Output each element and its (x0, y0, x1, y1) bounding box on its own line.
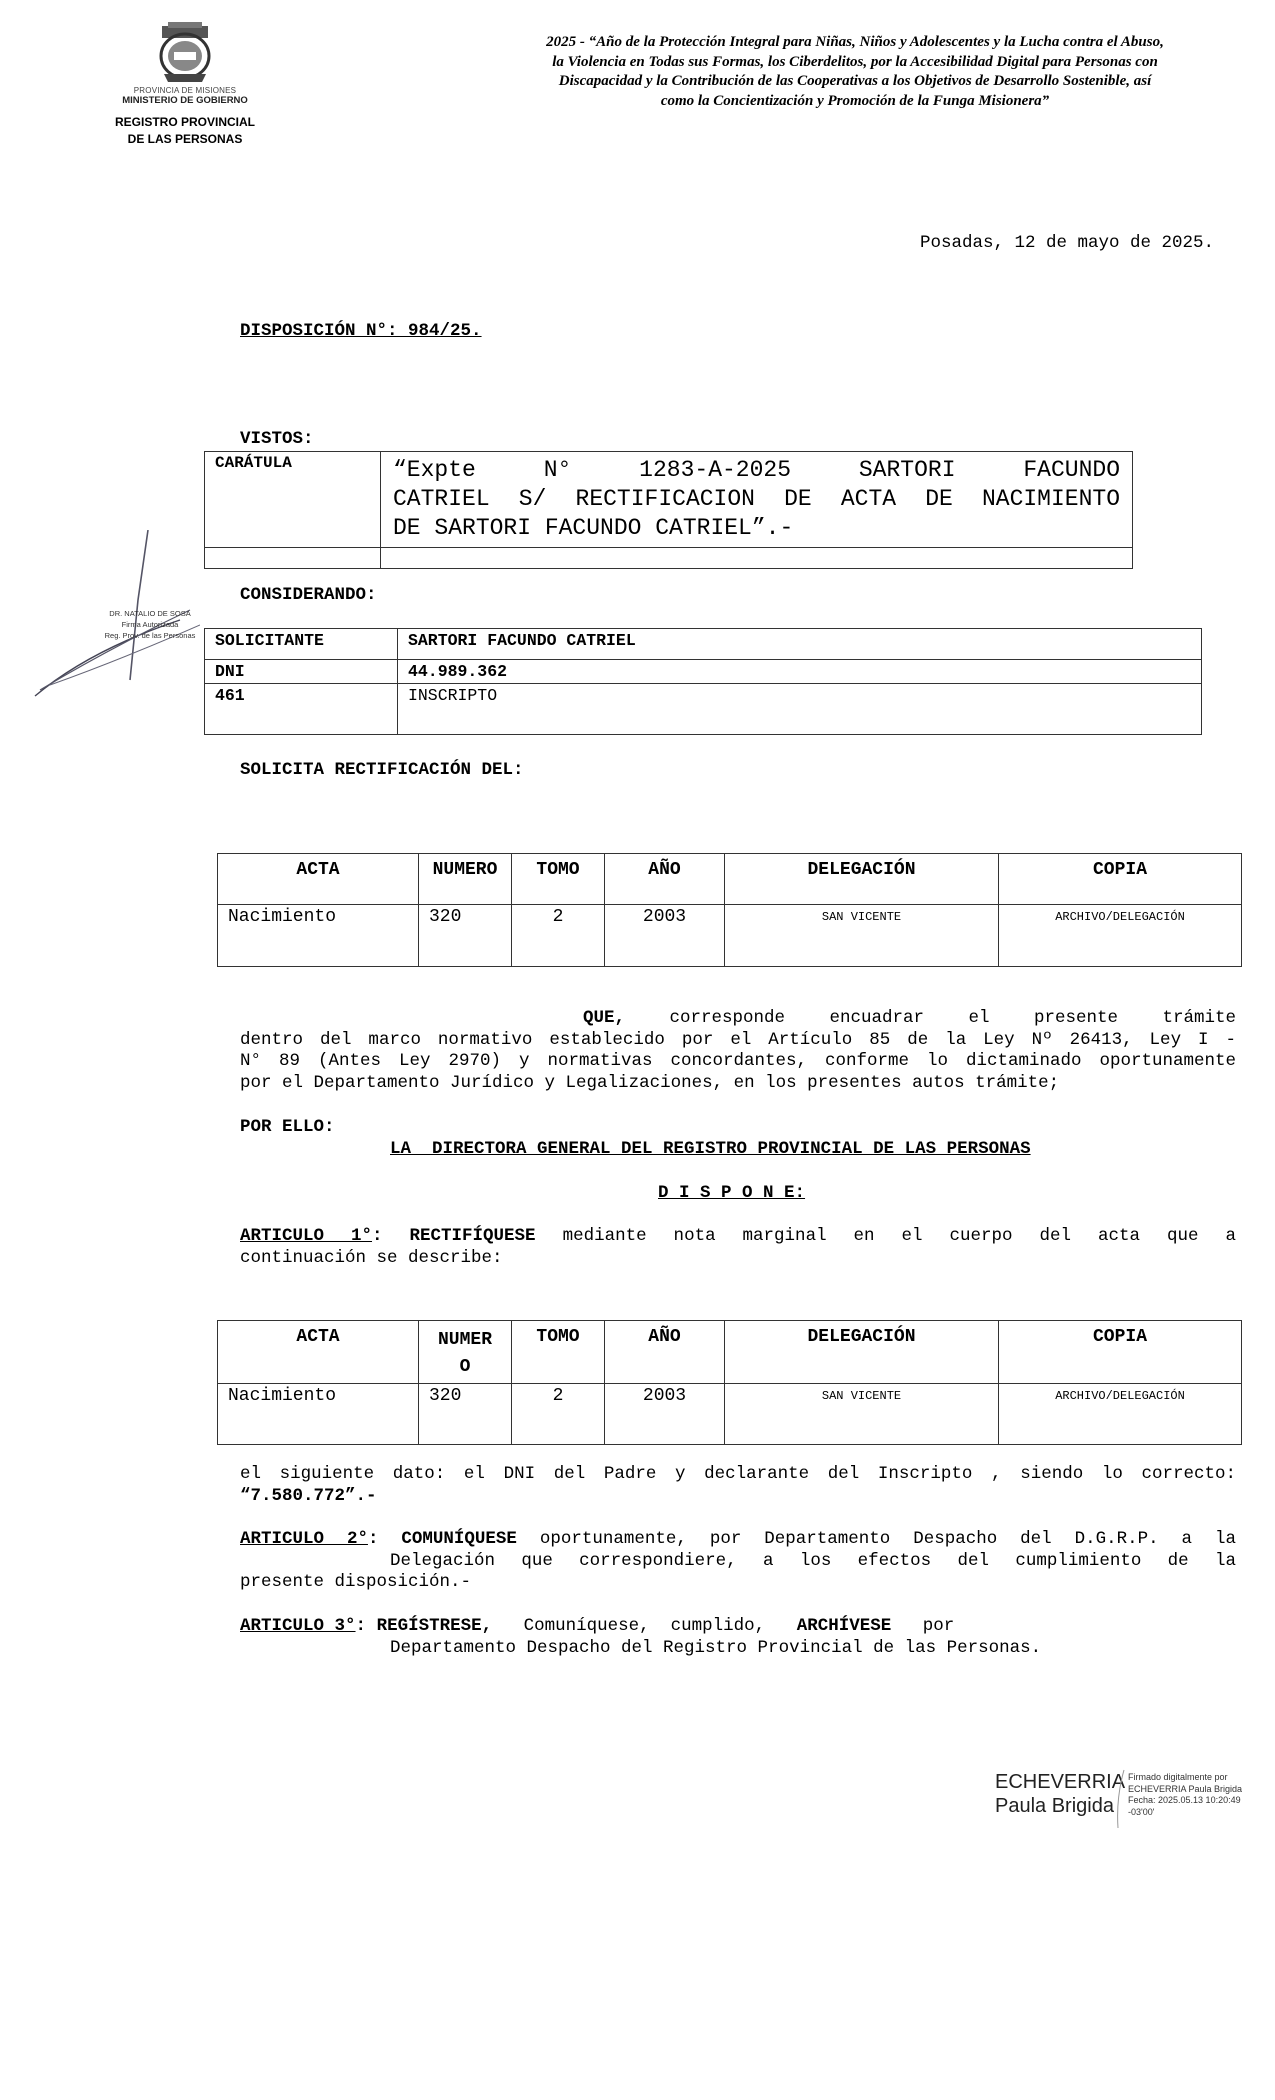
role-value: INSCRIPTO (398, 684, 1202, 735)
cell-anio: 2003 (605, 1384, 725, 1445)
que-line: dentro del marco normativo establecido por el Artículo 85 de la Ley Nº 26413, Ley I - (240, 1029, 1236, 1050)
col-anio: AÑO (605, 1321, 725, 1384)
article-1-line: continuación se describe: (240, 1247, 503, 1268)
por-ello: POR ELLO: (240, 1117, 335, 1137)
province-name: PROVINCIA DE MISIONES (133, 86, 237, 95)
record-table-request (217, 853, 1242, 967)
caratula-table (204, 451, 1133, 569)
article-3-colon: : (355, 1616, 367, 1636)
province-seal-icon (154, 22, 216, 84)
cell-numero: 320 (419, 905, 512, 967)
col-delegacion: DELEGACIÓN (725, 1321, 999, 1384)
cell-acta: Nacimiento (218, 1384, 419, 1445)
year-motto: 2025 - “Año de la Protección Integral para Niñas, Niños y Adolescentes y la Lucha contra el Abuso, la Violencia en Todas sus Formas, los Ciberdelitos, por la Accesibilidad Digital para Personas con Discapacidad y la Contribución de las Cooperativas a los Objetivos de Desarrollo Sostenible, así como la Concientización y Promoción de la Funga Misionera” (546, 34, 1164, 109)
authorized-stamp (30, 530, 200, 705)
stamp-name: DR. NATALIO DE SOSA (109, 609, 191, 618)
col-copia: COPIA (999, 854, 1242, 905)
stamp-role: Firma Autorizada (121, 620, 179, 629)
col-numero (419, 1321, 512, 1384)
cell-tomo: 2 (512, 905, 605, 967)
cell-tomo: 2 (512, 1384, 605, 1445)
correction-line: el siguiente dato: el DNI del Padre y declarante del Inscripto , siendo lo correcto: (240, 1464, 1236, 1484)
table-row (205, 629, 1202, 660)
caratula-line: CATRIEL S/ RECTIFICACION DE ACTA DE NACIMIENTO (393, 486, 1120, 512)
table-row (218, 905, 1242, 967)
col-acta: ACTA (218, 854, 419, 905)
place-date: Posadas, 12 de mayo de 2025. (920, 233, 1215, 253)
cell-delegacion: SAN VICENTE (725, 1384, 999, 1445)
signer-surname: ECHEVERRIA (995, 1771, 1126, 1793)
correction-paragraph (240, 1464, 1236, 1507)
role-code: 461 (205, 684, 398, 735)
registry-logo (110, 22, 260, 148)
col-numero-part: NUMER (437, 1330, 492, 1350)
que-line: por el Departamento Jurídico y Legalizaciones, en los presentes autos trámite; (240, 1072, 1060, 1093)
article-1-label: ARTICULO 1° (240, 1226, 373, 1246)
caratula-empty-cell (381, 548, 1133, 569)
dispone-colon: : (794, 1183, 806, 1203)
que-line-text: corresponde encuadrar el presente trámite (669, 1008, 1236, 1028)
article-3-line (240, 1616, 1236, 1638)
table-row (205, 684, 1202, 735)
article-3-text: Comuníquese, cumplido, (523, 1616, 766, 1636)
stamp-office: Reg. Prov. de las Personas (104, 631, 196, 640)
registry-name: REGISTRO PROVINCIAL DE LAS PERSONAS (114, 115, 255, 146)
article-1-keyword: RECTIFÍQUESE (409, 1226, 536, 1246)
article-2-line: Delegación que correspondiere, a los efectos del cumplimiento de la (390, 1550, 1236, 1571)
vistos-heading: VISTOS: (240, 429, 314, 449)
article-2-keyword: COMUNÍQUESE (401, 1529, 517, 1549)
table-row (205, 660, 1202, 684)
applicant-label: SOLICITANTE (205, 629, 398, 660)
cell-numero: 320 (419, 1384, 512, 1445)
article-2-label: ARTICULO 2° (240, 1529, 368, 1549)
article-3-line: Departamento Despacho del Registro Provincial de las Personas. (390, 1637, 1042, 1658)
solicita-heading: SOLICITA RECTIFICACIÓN DEL: (240, 760, 524, 780)
article-2-line (240, 1529, 1236, 1551)
col-acta: ACTA (218, 1321, 419, 1384)
article-3-keyword-archive: ARCHÍVESE (796, 1616, 892, 1636)
cell-delegacion: SAN VICENTE (725, 905, 999, 967)
disposition-number: DISPOSICIÓN N°: 984/25. (240, 321, 482, 341)
signature-info-line: ECHEVERRIA Paula Brigida (1128, 1783, 1243, 1794)
article-3-tail: por (922, 1616, 955, 1636)
article-1-text: mediante nota marginal en el cuerpo del acta que a (562, 1226, 1236, 1246)
que-line (240, 1008, 1236, 1030)
caratula-value (381, 452, 1133, 548)
article-3-comma: , (481, 1616, 493, 1636)
col-numero: NUMERO (419, 854, 512, 905)
caratula-empty-cell (205, 548, 381, 569)
que-keyword: QUE, (583, 1008, 626, 1028)
article-2-colon: : (367, 1529, 379, 1549)
signer-given-name: Paula Brigida (995, 1795, 1114, 1817)
record-table-target (217, 1320, 1242, 1445)
article-1 (240, 1226, 1236, 1269)
article-3-label: ARTICULO 3° (240, 1616, 356, 1636)
article-2 (240, 1529, 1236, 1594)
table-header-row (218, 1321, 1242, 1384)
article-3 (240, 1616, 1236, 1659)
cell-acta: Nacimiento (218, 905, 419, 967)
col-tomo: TOMO (512, 1321, 605, 1384)
que-line: N° 89 (Antes Ley 2970) y normativas concordantes, conforme lo dictaminado oportunamente (240, 1051, 1236, 1071)
article-2-line: presente disposición.- (240, 1572, 472, 1592)
cell-copia: ARCHIVO/DELEGACIÓN (999, 905, 1242, 967)
director-title: LA DIRECTORA GENERAL DEL REGISTRO PROVINCIAL DE LAS PERSONAS (390, 1139, 1031, 1159)
dispone-word: D I S P O N E (658, 1183, 795, 1203)
digital-signature (995, 1770, 1125, 1818)
article-2-text: oportunamente, por Departamento Despacho del D.G.R.P. a la (539, 1529, 1236, 1549)
ministry-name: MINISTERIO DE GOBIERNO (122, 95, 248, 106)
col-tomo: TOMO (512, 854, 605, 905)
table-row (218, 1384, 1242, 1445)
caratula-line: “Expte N° 1283-A-2025 SARTORI FACUNDO (393, 457, 1120, 483)
cell-copia: ARCHIVO/DELEGACIÓN (999, 1384, 1242, 1445)
dni-label: DNI (205, 660, 398, 684)
table-header-row (218, 854, 1242, 905)
article-3-keyword-register: REGÍSTRESE (376, 1616, 482, 1636)
applicant-table (204, 628, 1202, 735)
signature-metadata (1128, 1772, 1258, 1818)
col-copia: COPIA (999, 1321, 1242, 1384)
caratula-label: CARÁTULA (205, 452, 381, 548)
signature-info-line: Firmado digitalmente por (1128, 1772, 1228, 1782)
applicant-value: SARTORI FACUNDO CATRIEL (398, 629, 1202, 660)
considerando-heading: CONSIDERANDO: (240, 585, 377, 605)
signature-date: Fecha: 2025.05.13 10:20:49 (1128, 1795, 1241, 1805)
que-paragraph (240, 1008, 1236, 1094)
caratula-line: DE SARTORI FACUNDO CATRIEL”.- (393, 515, 794, 541)
signature-timezone: -03'00' (1128, 1806, 1155, 1817)
cell-anio: 2003 (605, 905, 725, 967)
signature-divider-icon (1112, 1768, 1128, 1830)
dni-value: 44.989.362 (398, 660, 1202, 684)
col-anio: AÑO (605, 854, 725, 905)
article-1-line (240, 1226, 1236, 1248)
article-1-colon: : (372, 1226, 383, 1246)
col-delegacion: DELEGACIÓN (725, 854, 999, 905)
dispone-heading (658, 1183, 805, 1204)
correction-value: “7.580.772”.- (240, 1485, 377, 1506)
col-numero-part: O (459, 1357, 471, 1377)
